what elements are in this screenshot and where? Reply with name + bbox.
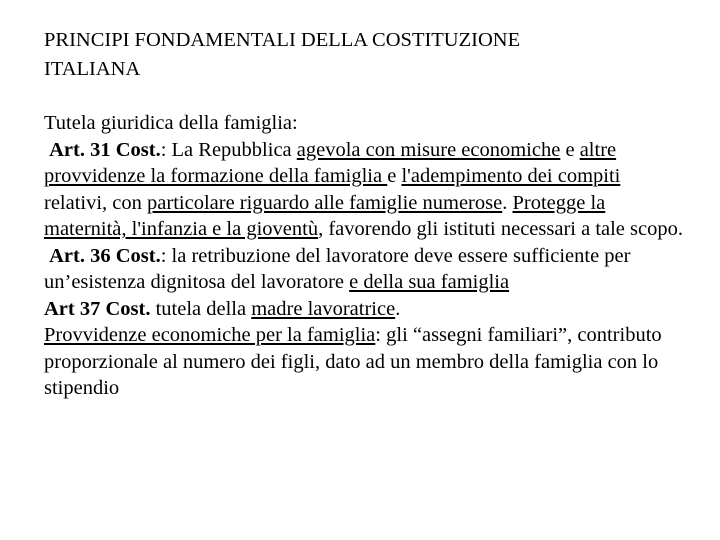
art37-text-1: tutela della [150, 297, 252, 320]
document-body [44, 110, 684, 402]
section-heading: Tutela giuridica della famiglia: [44, 112, 298, 134]
title-line-1: PRINCIPI FONDAMENTALI DELLA COSTITUZIONE [44, 29, 521, 51]
art31-paragraph [44, 137, 684, 243]
art31-text-6: , favorendo gli istituti necessari a tale scopo. [318, 218, 683, 240]
title-line-2: ITALIANA [44, 58, 141, 80]
provvidenze-text-1: : gli “assegni familiari”, contributo proporzionale al numero dei figli, dato ad un membro della famiglia con lo stipendio [44, 324, 662, 399]
art31-text-2: e [560, 138, 580, 161]
art31-text-3: e [387, 165, 402, 187]
art31-underline-4: particolare riguardo alle famiglie numerose [147, 191, 503, 214]
art36-label: Art. 36 Cost. [49, 244, 161, 267]
provvidenze-underline-1: Provvidenze economiche per la famiglia [44, 324, 376, 346]
provvidenze-paragraph [44, 322, 684, 402]
art37-text-2: . [395, 297, 401, 320]
page-title [44, 26, 684, 84]
art31-underline-5: Protegge la maternità, l'infanzia e la gioventù [44, 191, 606, 240]
art31-underline-1: agevola con misure economiche [296, 138, 561, 161]
art31-text-4: relativi, con [44, 191, 148, 214]
art31-text-5: . [502, 191, 513, 214]
art37-underline-1: madre lavoratrice [251, 297, 396, 320]
art37-paragraph [44, 296, 684, 323]
art31-text-1: : La Repubblica [160, 138, 297, 161]
art37-label: Art 37 Cost. [44, 297, 151, 320]
art31-underline-3: l'adempimento dei compiti [401, 165, 621, 187]
art31-label: Art. 31 Cost. [49, 138, 161, 161]
art36-underline-1: e della sua famiglia [349, 271, 510, 293]
art31-underline-2: altre provvidenze la formazione della famiglia [44, 138, 617, 187]
art36-paragraph [44, 243, 684, 296]
art36-text-1: : la retribuzione del lavoratore deve essere sufficiente per un’esistenza dignitosa del lavoratore [44, 244, 631, 293]
